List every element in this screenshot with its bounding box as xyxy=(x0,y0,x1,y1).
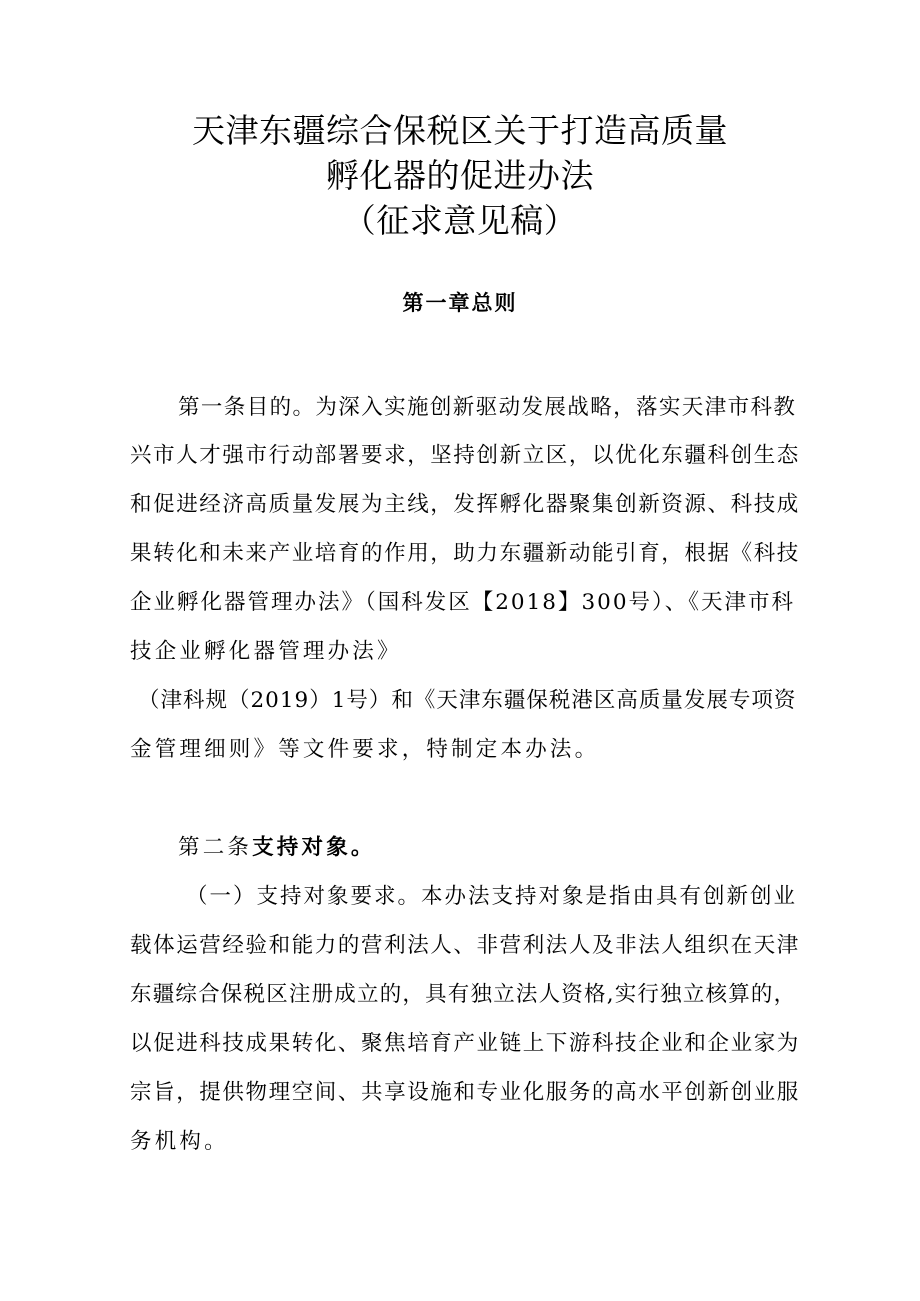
article-2-line: 载体运营经验和能力的营利法人、非营利法人及非法人组织在天津 xyxy=(130,933,800,958)
article-1-line: （津科规（2019）1号）和《天津东疆保税港区高质量发展专项资 xyxy=(138,688,797,713)
article-1-line: 金管理细则》等文件要求，特制定本办法。 xyxy=(130,737,600,762)
article-2-heading-line xyxy=(178,833,376,863)
article-2-prefix: 第二条 xyxy=(178,835,253,860)
article-1-line: 兴市人才强市行动部署要求，坚持创新立区，以优化东疆科创生态 xyxy=(130,443,800,468)
article-2-line: 宗旨，提供物理空间、共享设施和专业化服务的高水平创新创业服 xyxy=(130,1080,800,1105)
article-1-line: 企业孵化器管理办法》（国科发区【2018】300号）、《天津市科 xyxy=(130,590,796,615)
document-title xyxy=(0,108,920,243)
article-1-line: 果转化和未来产业培育的作用，助力东疆新动能引育，根据《科技 xyxy=(130,541,800,566)
article-2-heading: 支持对象。 xyxy=(252,835,376,860)
title-line-2: 孵化器的促进办法 xyxy=(326,156,594,195)
article-1-line: 技企业孵化器管理办法》 xyxy=(130,639,402,664)
article-2-line: 务机构。 xyxy=(130,1129,229,1154)
article-1-line: 和促进经济高质量发展为主线，发挥孵化器聚集创新资源、科技成 xyxy=(130,492,800,517)
article-1-line: 第一条目的。为深入实施创新驱动发展战略，落实天津市科教 xyxy=(178,395,797,420)
title-line-3: （征求意见稿） xyxy=(342,201,578,240)
article-2-line: 东疆综合保税区注册成立的，具有独立法人资格,实行独立核算的， xyxy=(130,982,797,1007)
article-2-line: 以促进科技成果转化、聚焦培育产业链上下游科技企业和企业家为 xyxy=(130,1031,800,1056)
article-2-line: （一）支持对象要求。本办法支持对象是指由具有创新创业 xyxy=(186,884,798,909)
chapter-heading: 第一章总则 xyxy=(402,291,518,315)
title-line-1: 天津东疆综合保税区关于打造高质量 xyxy=(192,111,728,150)
